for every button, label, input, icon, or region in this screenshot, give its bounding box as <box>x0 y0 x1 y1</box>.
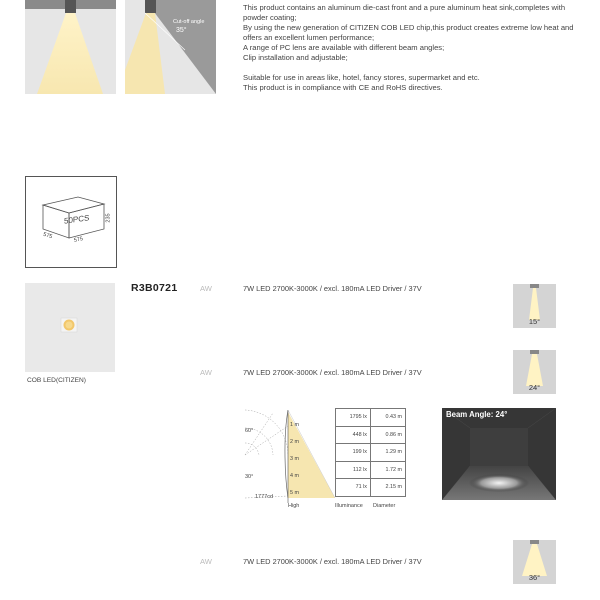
angle-label-30: 30° <box>245 474 254 480</box>
footer-illuminance: Illuminance <box>335 503 363 509</box>
light-cone-cutoff <box>125 0 216 94</box>
cob-led-label: COB LED(CITIZEN) <box>27 377 86 384</box>
product-code: R3B0721 <box>131 282 178 294</box>
distance-label: 4 m <box>290 473 299 479</box>
table-row <box>336 409 406 427</box>
package-h: 235 <box>105 213 112 223</box>
lux-value: 1795 lx <box>336 409 371 427</box>
variant-spec: 7W LED 2700K-3000K / excl. 180mA LED Driver / 37V <box>243 368 422 377</box>
diameter-value: 0.86 m <box>371 426 406 444</box>
diameter-value: 2.15 m <box>371 479 406 497</box>
photometric-diagram <box>243 408 408 512</box>
angle-label-60: 60° <box>245 428 254 434</box>
package-qty: 50PCS <box>64 213 90 226</box>
candela-label: 1777cd <box>255 494 274 500</box>
description-para: Clip installation and adjustable; <box>243 53 348 62</box>
cutoff-angle: 35° <box>176 27 187 34</box>
description-para: By using the new generation of CITIZEN COB LED chip,this product creates extreme low heat and offers an excellent lumen performance; <box>243 23 574 42</box>
footer-diameter: Diameter <box>373 503 396 509</box>
beam-angle-label: 24° <box>528 383 541 392</box>
finish-code: AW <box>200 557 212 566</box>
beam-thumb-24 <box>513 350 556 394</box>
description-para: A range of PC lens are available with different beam angles; <box>243 43 445 52</box>
cutoff-label: Cut-off angle <box>173 19 205 25</box>
description-para: This product contains an aluminum die-cast front and a pure aluminum heat sink,completes with powder coating; <box>243 3 566 22</box>
usage-para: This product is in compliance with CE and RoHS directives. <box>243 83 443 92</box>
diameter-value: 0.43 m <box>371 409 406 427</box>
table-row <box>336 426 406 444</box>
lux-value: 448 lx <box>336 426 371 444</box>
package-box <box>25 176 117 268</box>
distance-label: 1 m <box>290 422 299 428</box>
cob-led-photo <box>25 283 115 372</box>
light-diagram-cutoff <box>125 0 216 94</box>
usage-para: Suitable for use in areas like, hotel, fancy stores, supermarket and etc. <box>243 73 480 82</box>
package-d: 575 <box>73 236 84 244</box>
beam-angle-label: 36° <box>528 573 541 582</box>
distance-label: 2 m <box>290 439 299 445</box>
distance-label: 5 m <box>290 490 299 496</box>
table-row <box>336 444 406 462</box>
footer-high: High <box>288 503 300 509</box>
cob-chip-icon <box>25 283 115 372</box>
package-w: 575 <box>42 231 53 241</box>
product-description <box>243 3 578 93</box>
variant-spec: 7W LED 2700K-3000K / excl. 180mA LED Driver / 37V <box>243 284 422 293</box>
light-diagram-straight <box>25 0 116 94</box>
diameter-value: 1.29 m <box>371 444 406 462</box>
distance-label: 3 m <box>290 456 299 462</box>
beam-angle-label: 15° <box>528 317 541 326</box>
beam-thumb-36 <box>513 540 556 584</box>
beam-render <box>442 408 556 500</box>
table-row <box>336 461 406 479</box>
beam-thumb-15 <box>513 284 556 328</box>
diameter-value: 1.72 m <box>371 461 406 479</box>
lux-value: 71 lx <box>336 479 371 497</box>
light-cone-straight <box>25 0 116 94</box>
illuminance-table <box>335 408 406 497</box>
table-row <box>336 479 406 497</box>
room-render-icon <box>442 408 556 500</box>
render-title: Beam Angle: 24° <box>446 410 508 419</box>
variant-spec: 7W LED 2700K-3000K / excl. 180mA LED Driver / 37V <box>243 557 422 566</box>
lux-value: 112 lx <box>336 461 371 479</box>
finish-code: AW <box>200 368 212 377</box>
finish-code: AW <box>200 284 212 293</box>
lux-value: 199 lx <box>336 444 371 462</box>
